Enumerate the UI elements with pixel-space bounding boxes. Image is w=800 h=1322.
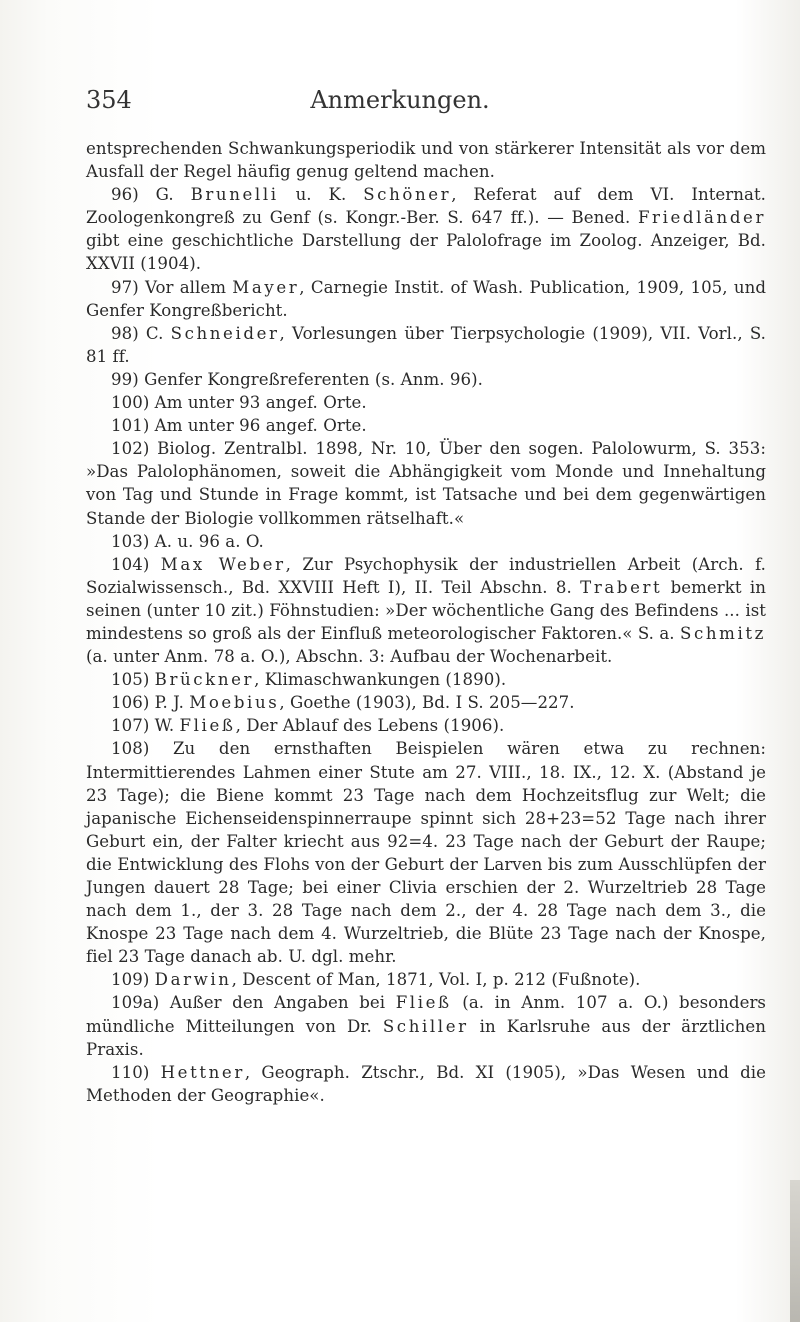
spaced-author-name: Fließ bbox=[395, 993, 452, 1013]
spaced-author-name: Mayer bbox=[232, 277, 300, 297]
note-text: 108) Zu den ernsthaften Beispielen wären etwa zu rechnen: Intermittierendes Lahmen einer Stute am 27. VIII., 18. IX., 12. X. (Abstand je 23 Tage); die Biene kommt 23 Tage nach dem Hochzeitsflug zur Welt; die japanische Eichenseidenspinnerraupe spinnt sich 28+23=52 Tage nach ihrer Geburt ein, der Falter kriecht aus 92=4. 23 Tage nach der Geburt der Raupe; die Entwicklung des Flohs von der Geburt der Larven bis zum Ausschlüpfen der Jungen dauert 28 Tage; bei einer Clivia erschien der 2. Wurzeltrieb 28 Tage nach dem 1., der 3. 28 Tage nach dem 2., der 4. 28 Tage nach dem 3., die Knospe 23 Tage nach dem 4. Wurzeltrieb, die Blüte 23 Tage nach der Knospe, fiel 23 Tage danach ab. U. dgl. mehr. bbox=[86, 739, 766, 967]
spaced-author-name: Brückner bbox=[154, 670, 255, 690]
note-97 bbox=[86, 276, 766, 322]
spaced-author-name: Schiller bbox=[382, 1016, 469, 1036]
note-text: (a. in Anm. 107 a. O.) besonders mündliche Mitteilungen von Dr. bbox=[86, 993, 766, 1036]
note-109a bbox=[86, 991, 766, 1060]
page-edge-shadow bbox=[790, 1180, 800, 1322]
note-text: 96) G. bbox=[111, 185, 191, 205]
note-text: 109a) Außer den Angaben bei bbox=[111, 993, 396, 1013]
note-text: 103) A. u. 96 a. O. bbox=[111, 531, 264, 551]
note-text: , Geograph. Ztschr., Bd. XI (1905), »Das Wesen und die Methoden der Geographie«. bbox=[86, 1062, 767, 1105]
note-100 bbox=[86, 391, 766, 414]
note-text: , Vorlesungen über Tierpsychologie (1909), VII. Vorl., S. 81 ff. bbox=[86, 323, 767, 366]
note-text: bemerkt in seinen (unter 10 zit.) Föhnstudien: »Der wöchentliche Gang des Befindens ... ist mindestens so groß als der Einfluß meteorologischer Faktoren.« S. a. bbox=[86, 577, 767, 643]
note-text: 101) Am unter 96 angef. Orte. bbox=[111, 416, 367, 436]
note-cont bbox=[86, 137, 766, 183]
note-text: 109) bbox=[111, 970, 155, 990]
note-text: 97) Vor allem bbox=[111, 277, 233, 297]
spaced-author-name: Schmitz bbox=[679, 623, 766, 643]
notes-body bbox=[86, 137, 766, 1107]
note-96 bbox=[86, 183, 766, 275]
note-105 bbox=[86, 668, 766, 691]
note-99 bbox=[86, 368, 766, 391]
note-text: 106) P. J. bbox=[111, 693, 190, 713]
note-101 bbox=[86, 414, 766, 437]
note-text: (a. unter Anm. 78 a. O.), Abschn. 3: Aufbau der Wochenarbeit. bbox=[86, 647, 613, 667]
note-107 bbox=[86, 714, 766, 737]
note-text: 98) C. bbox=[111, 323, 171, 343]
note-text: 110) bbox=[111, 1062, 161, 1082]
note-text: , Descent of Man, 1871, Vol. I, p. 212 (Fußnote). bbox=[231, 970, 641, 990]
spaced-author-name: Schneider bbox=[170, 323, 280, 343]
spaced-author-name: Max Weber bbox=[160, 554, 286, 574]
note-text: , Zur Psychophysik der industriellen Arbeit (Arch. f. Sozialwissensch., Bd. XXVIII Heft I), II. Teil Abschn. 8. bbox=[86, 554, 766, 597]
spaced-author-name: Brunelli bbox=[190, 185, 279, 205]
note-text: gibt eine geschichtliche Darstellung der Palolofrage im Zoolog. Anzeiger, Bd. XXVII (1904). bbox=[86, 231, 766, 274]
spaced-author-name: Schöner bbox=[363, 185, 452, 205]
note-text: 104) bbox=[111, 554, 161, 574]
note-text: 102) Biolog. Zentralbl. 1898, Nr. 10, Über den sogen. Palolowurm, S. 353: »Das Palolophänomen, soweit die Abhängigkeit vom Monde und Innehaltung von Tag und Stunde in Frage kommt, ist Tatsache und bei dem gegenwärtigen Stande der Biologie vollkommen rätselhaft.« bbox=[86, 439, 766, 528]
note-104 bbox=[86, 553, 766, 668]
note-102 bbox=[86, 437, 766, 529]
note-text: 100) Am unter 93 angef. Orte. bbox=[111, 393, 367, 413]
page-header bbox=[40, 86, 760, 126]
note-110 bbox=[86, 1061, 766, 1107]
page-number: 354 bbox=[86, 86, 132, 114]
note-text: , Carnegie Instit. of Wash. Publication, 1909, 105, und Genfer Kongreßbericht. bbox=[86, 277, 766, 320]
note-text: u. K. bbox=[278, 185, 364, 205]
running-title: Anmerkungen. bbox=[310, 86, 490, 114]
note-text: , Goethe (1903), Bd. I S. 205—227. bbox=[279, 693, 575, 713]
note-text: 107) W. bbox=[111, 716, 180, 736]
spaced-author-name: Moebius bbox=[189, 693, 280, 713]
spaced-author-name: Trabert bbox=[580, 577, 663, 597]
note-106 bbox=[86, 691, 766, 714]
note-text: , Klimaschwankungen (1890). bbox=[254, 670, 507, 690]
note-text: 105) bbox=[111, 670, 155, 690]
note-103 bbox=[86, 530, 766, 553]
note-text: in Karlsruhe aus der ärztlichen Praxis. bbox=[86, 1016, 766, 1059]
note-98 bbox=[86, 322, 766, 368]
note-108 bbox=[86, 737, 766, 968]
spaced-author-name: Fließ bbox=[179, 716, 236, 736]
note-text: 99) Genfer Kongreßreferenten (s. Anm. 96). bbox=[111, 369, 483, 389]
note-text: , Der Ablauf des Lebens (1906). bbox=[235, 716, 505, 736]
note-text: entsprechenden Schwankungsperiodik und von stärkerer Intensität als vor dem Ausfall der Regel häufig genug geltend machen. bbox=[86, 139, 766, 182]
spaced-author-name: Friedländer bbox=[637, 208, 766, 228]
spaced-author-name: Hettner bbox=[160, 1062, 245, 1082]
note-text: , Referat auf dem VI. Internat. Zoologenkongreß zu Genf (s. Kongr.-Ber. S. 647 ff.). — Bened. bbox=[86, 185, 766, 228]
note-109 bbox=[86, 968, 766, 991]
spaced-author-name: Darwin bbox=[154, 970, 232, 990]
